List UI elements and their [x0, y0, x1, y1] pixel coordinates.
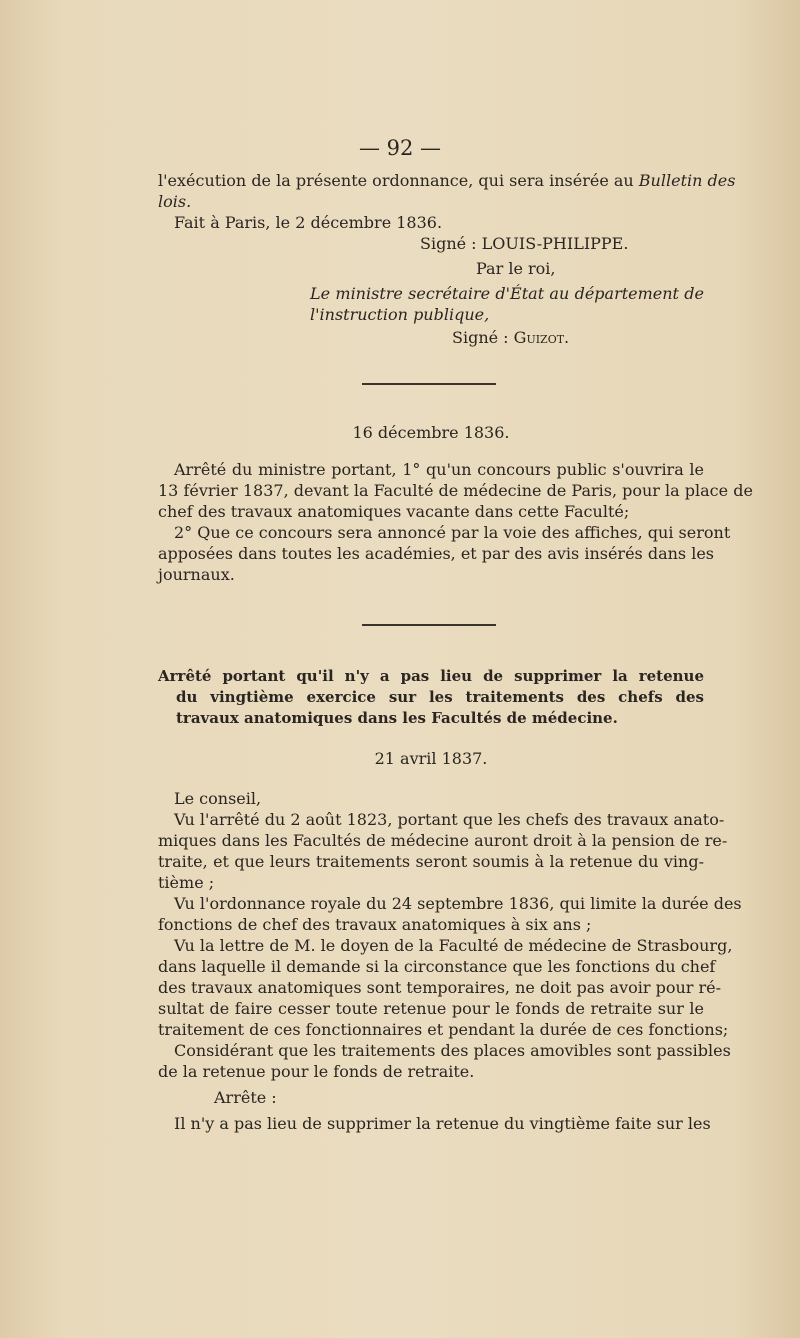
signe-guizot	[158, 327, 704, 348]
arrete-1-line: apposées dans toutes les académies, et par des avis insérés dans les	[158, 544, 715, 563]
arrete-2-body	[158, 788, 742, 1134]
arrete-1-body	[158, 459, 753, 585]
arrete-2-line: Vu l'arrêté du 2 août 1823, portant que les chefs des travaux anato-	[174, 810, 725, 829]
arrete-1-line: 13 février 1837, devant la Faculté de médecine de Paris, pour la place de	[158, 481, 753, 500]
arrete-1-line: 2° Que ce concours sera annoncé par la voie des affiches, qui seront	[174, 523, 731, 542]
ministre-line-1: Le ministre secrétaire d'État au département de	[310, 284, 704, 303]
section-divider-1	[362, 383, 496, 385]
par-le-roi: Par le roi,	[476, 259, 556, 278]
arrete-2-line: miques dans les Facultés de médecine auront droit à la pension de re-	[158, 831, 728, 850]
ordonnance-line-1	[158, 170, 736, 191]
signe-label: Signé :	[452, 328, 514, 347]
fait-a-paris: Fait à Paris, le 2 décembre 1836.	[174, 213, 443, 232]
arrete-2-line: traitement de ces fonctionnaires et pendant la durée de ces fonctions;	[158, 1020, 729, 1039]
arrete-2-date: 21 avril 1837.	[374, 749, 488, 768]
arrete-2-line: Considérant que les traitements des places amovibles sont passibles	[174, 1041, 731, 1060]
arrete-2-title-line: travaux anatomiques dans les Facultés de médecine.	[176, 709, 618, 727]
arrete-2-line: dans laquelle il demande si la circonstance que les fonctions du chef	[158, 957, 716, 976]
arrete-1-line: chef des travaux anatomiques vacante dans cette Faculté;	[158, 502, 630, 521]
arrete-2-title-line: du vingtième exercice sur les traitements des chefs des	[176, 688, 704, 706]
arrete-2-line: Le conseil,	[174, 789, 262, 808]
arrete-2-line: sultat de faire cesser toute retenue pour le fonds de retraite sur le	[158, 999, 704, 1018]
arrete-2-line: Vu l'ordonnance royale du 24 septembre 1836, qui limite la durée des	[174, 894, 742, 913]
arrete-2-line: Il n'y a pas lieu de supprimer la retenue du vingtième faite sur les	[174, 1114, 711, 1133]
arrete-2-title	[158, 666, 704, 729]
arrete-1-line: Arrêté du ministre portant, 1° qu'un concours public s'ouvrira le	[174, 460, 704, 479]
signe-roi: Signé : LOUIS-PHILIPPE.	[420, 234, 629, 253]
arrete-2-line: Arrête :	[214, 1088, 277, 1107]
signe-name: Guizot.	[513, 328, 570, 347]
bulletin-title: Bulletin des	[638, 171, 736, 190]
arrete-2-line: fonctions de chef des travaux anatomiques à six ans ;	[158, 915, 592, 934]
arrete-1-line: journaux.	[158, 565, 235, 584]
arrete-1-date: 16 décembre 1836.	[352, 423, 510, 442]
arrete-2-line: tième ;	[158, 873, 215, 892]
ordonnance-ending	[158, 170, 736, 348]
arrete-2-line: Vu la lettre de M. le doyen de la Faculté de médecine de Strasbourg,	[174, 936, 733, 955]
arrete-2-line: des travaux anatomiques sont temporaires, ne doit pas avoir pour ré-	[158, 978, 722, 997]
ordonnance-line-1-text: l'exécution de la présente ordonnance, qui sera insérée au	[158, 171, 639, 190]
arrete-2-line: traite, et que leurs traitements seront soumis à la retenue du ving-	[158, 852, 704, 871]
arrete-2-title-line: Arrêté portant qu'il n'y a pas lieu de supprimer la retenue	[158, 667, 704, 685]
ordonnance-line-2: lois.	[158, 192, 192, 211]
arrete-2-line: de la retenue pour le fonds de retraite.	[158, 1062, 475, 1081]
page-number: — 92 —	[358, 136, 442, 160]
section-divider-2	[362, 624, 496, 626]
ministre-line-2: l'instruction publique,	[310, 305, 490, 324]
